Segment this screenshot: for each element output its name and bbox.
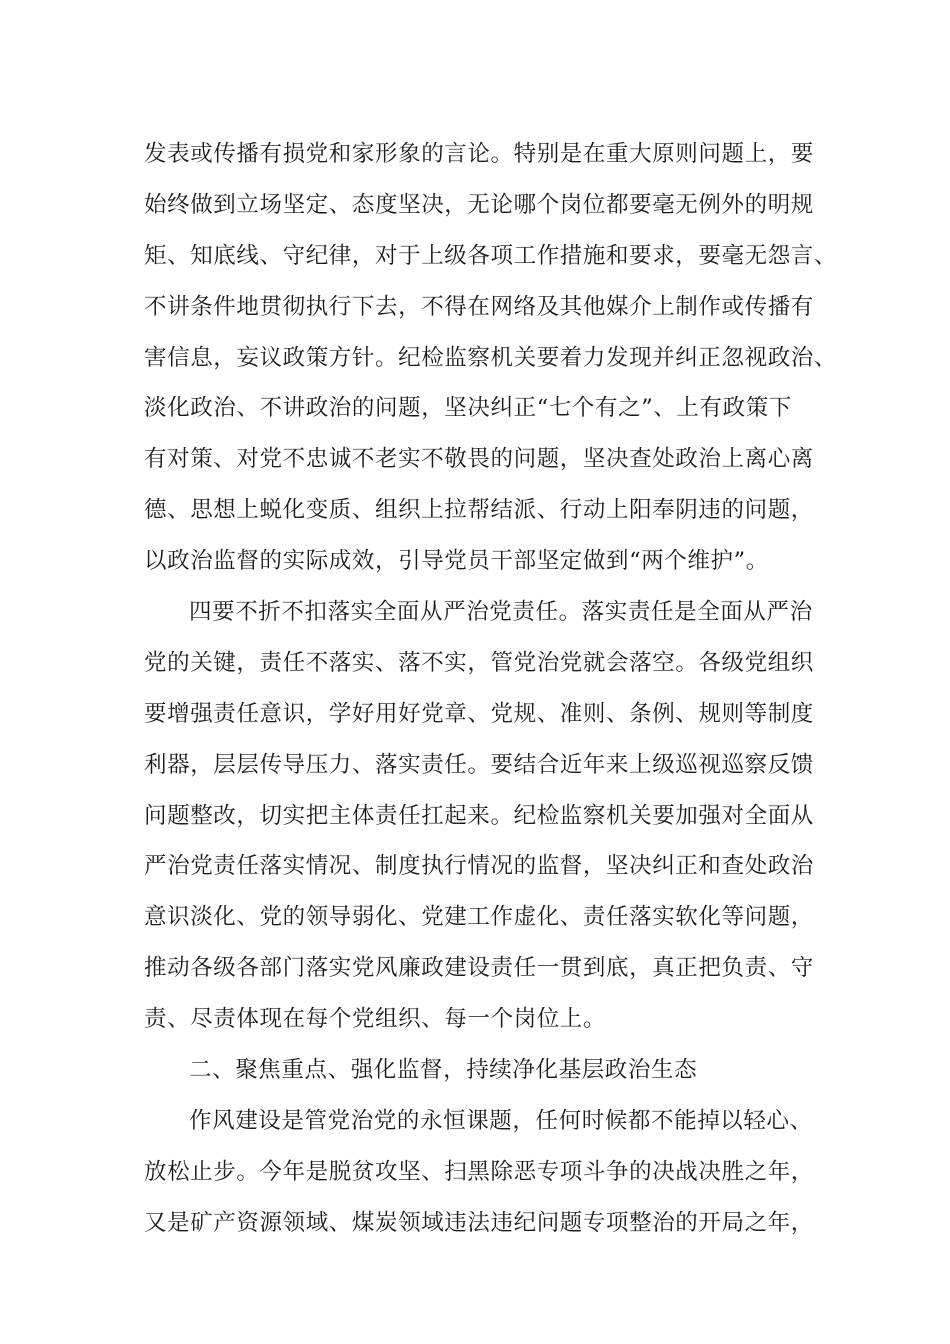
text-line: 作风建设是管党治党的永恒课题，任何时候都不能掉以轻心、 [189, 1107, 813, 1134]
text-line: 害信息，妄议政策方针。纪检监察机关要着力发现并纠正忽视政治、 [144, 344, 838, 371]
text-line: 以政治监督的实际成效，引导党员干部坚定做到“两个维护”。 [144, 548, 769, 575]
text-line: 矩、知底线、守纪律，对于上级各项工作措施和要求，要毫无怨言、 [144, 242, 838, 269]
text-line: 发表或传播有损党和家形象的言论。特别是在重大原则问题上，要 [144, 141, 814, 167]
section-heading: 二、聚焦重点、强化监督，持续净化基层政治生态 [189, 1057, 698, 1084]
text-line: 德、思想上蜕化变质、组织上拉帮结派、行动上阳奉阴违的问题， [144, 497, 814, 524]
text-line: 党的关键，责任不落实、落不实，管党治党就会落空。各级党组织 [144, 649, 814, 676]
text-line: 问题整改，切实把主体责任扛起来。纪检监察机关要加强对全面从 [144, 802, 814, 829]
text-line: 利器，层层传导压力、落实责任。要结合近年来上级巡视巡察反馈 [144, 751, 814, 778]
text-line: 意识淡化、党的领导弱化、党建工作虚化、责任落实软化等问题， [144, 904, 814, 931]
text-line: 四要不折不扣落实全面从严治党责任。落实责任是全面从严治 [189, 599, 813, 626]
text-line: 要增强责任意识，学好用好党章、党规、准则、条例、规则等制度 [144, 700, 814, 727]
document-body [144, 129, 838, 1249]
text-line: 推动各级各部门落实党风廉政建设责任一贯到底，真正把负责、守 [144, 955, 814, 982]
text-line: 责、尽责体现在每个党组织、每一个岗位上。 [144, 1006, 607, 1033]
text-line: 有对策、对党不忠诚不老实不敬畏的问题，坚决查处政治上离心离 [144, 446, 814, 473]
text-line: 不讲条件地贯彻执行下去，不得在网络及其他媒介上制作或传播有 [144, 293, 814, 320]
text-line: 淡化政治、不讲政治的问题，坚决纠正“七个有之”、上有政策下 [144, 395, 792, 422]
text-line: 始终做到立场坚定、态度坚决，无论哪个岗位都要毫无例外的明规 [144, 191, 814, 218]
text-line: 又是矿产资源领域、煤炭领域违法违纪问题专项整治的开局之年， [144, 1209, 814, 1236]
text-line: 严治党责任落实情况、制度执行情况的监督，坚决纠正和查处政治 [144, 853, 814, 880]
text-line: 放松止步。今年是脱贫攻坚、扫黑除恶专项斗争的决战决胜之年， [144, 1158, 814, 1185]
